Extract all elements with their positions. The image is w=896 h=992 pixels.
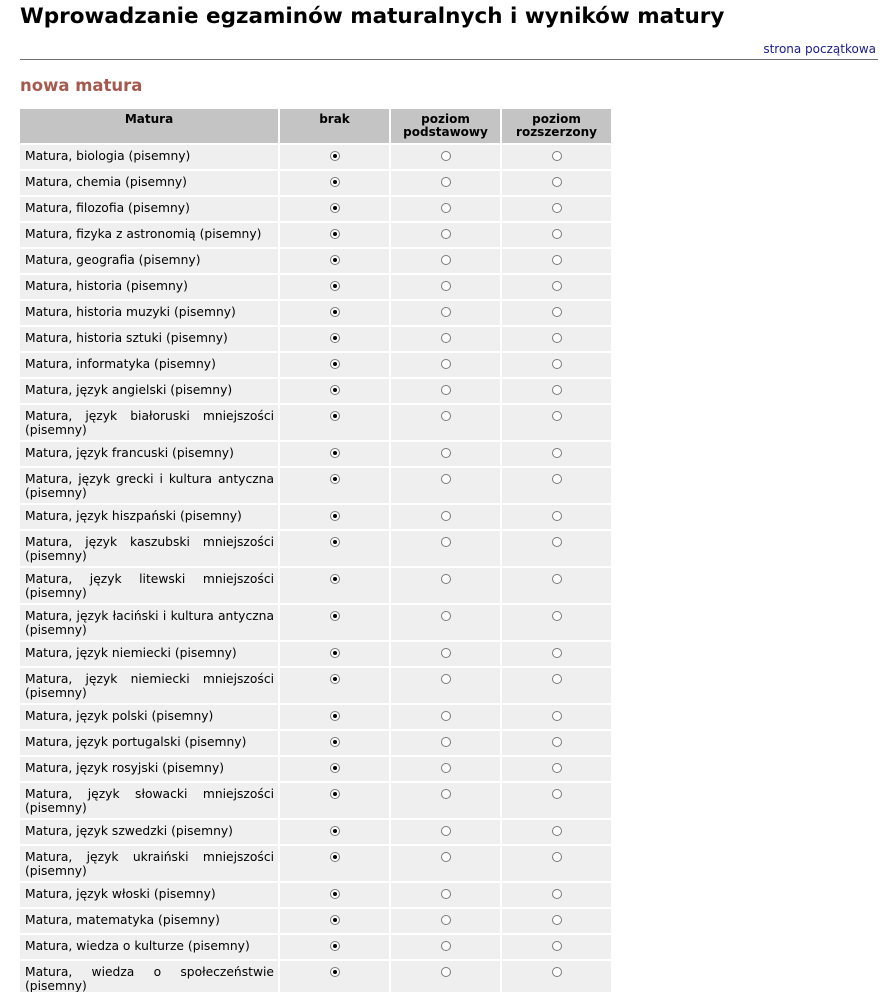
option-cell-rozszerzony	[502, 668, 611, 703]
radio-rozszerzony[interactable]	[552, 203, 562, 213]
table-row	[20, 642, 611, 666]
option-cell-podstawowy	[391, 783, 500, 818]
radio-podstawowy[interactable]	[441, 611, 451, 621]
option-cell-brak	[280, 668, 389, 703]
radio-brak[interactable]	[330, 789, 340, 799]
radio-brak[interactable]	[330, 574, 340, 584]
option-cell-rozszerzony	[502, 961, 611, 992]
radio-podstawowy[interactable]	[441, 151, 451, 161]
option-cell-podstawowy	[391, 353, 500, 377]
radio-podstawowy[interactable]	[441, 411, 451, 421]
exam-name: Matura, język polski (pisemny)	[20, 705, 278, 729]
radio-brak[interactable]	[330, 711, 340, 721]
radio-rozszerzony[interactable]	[552, 359, 562, 369]
header-extended-line1: poziom	[532, 112, 581, 126]
table-row	[20, 883, 611, 907]
option-cell-brak	[280, 171, 389, 195]
matura-table	[18, 107, 613, 992]
exam-name: Matura, biologia (pisemny)	[20, 145, 278, 169]
table-row	[20, 171, 611, 195]
radio-podstawowy[interactable]	[441, 359, 451, 369]
option-cell-brak	[280, 531, 389, 566]
table-row	[20, 468, 611, 503]
exam-name: Matura, język angielski (pisemny)	[20, 379, 278, 403]
exam-name: Matura, historia muzyki (pisemny)	[20, 301, 278, 325]
exam-name: Matura, język rosyjski (pisemny)	[20, 757, 278, 781]
radio-rozszerzony[interactable]	[552, 674, 562, 684]
radio-rozszerzony[interactable]	[552, 611, 562, 621]
option-cell-brak	[280, 820, 389, 844]
option-cell-rozszerzony	[502, 568, 611, 603]
option-cell-podstawowy	[391, 605, 500, 640]
header-basic-level	[391, 109, 500, 143]
option-cell-brak	[280, 405, 389, 440]
exam-name: Matura, język białoruski mniejszości (pisemny)	[20, 405, 278, 440]
radio-podstawowy[interactable]	[441, 915, 451, 925]
exam-name: Matura, język portugalski (pisemny)	[20, 731, 278, 755]
radio-podstawowy[interactable]	[441, 511, 451, 521]
header-basic-line1: poziom	[421, 112, 470, 126]
page-title: Wprowadzanie egzaminów maturalnych i wyników matury	[20, 4, 725, 29]
option-cell-brak	[280, 605, 389, 640]
radio-rozszerzony[interactable]	[552, 915, 562, 925]
option-cell-brak	[280, 249, 389, 273]
radio-rozszerzony[interactable]	[552, 941, 562, 951]
exam-name: Matura, fizyka z astronomią (pisemny)	[20, 223, 278, 247]
option-cell-brak	[280, 327, 389, 351]
exam-name: Matura, wiedza o społeczeństwie (pisemny)	[20, 961, 278, 992]
radio-brak[interactable]	[330, 151, 340, 161]
option-cell-brak	[280, 145, 389, 169]
radio-podstawowy[interactable]	[441, 448, 451, 458]
exam-name: Matura, informatyka (pisemny)	[20, 353, 278, 377]
exam-name: Matura, język litewski mniejszości (pisemny)	[20, 568, 278, 603]
radio-rozszerzony[interactable]	[552, 333, 562, 343]
option-cell-rozszerzony	[502, 145, 611, 169]
radio-podstawowy[interactable]	[441, 889, 451, 899]
option-cell-rozszerzony	[502, 642, 611, 666]
exam-name: Matura, chemia (pisemny)	[20, 171, 278, 195]
exam-name: Matura, język grecki i kultura antyczna (pisemny)	[20, 468, 278, 503]
radio-rozszerzony[interactable]	[552, 307, 562, 317]
exam-name: Matura, matematyka (pisemny)	[20, 909, 278, 933]
radio-rozszerzony[interactable]	[552, 511, 562, 521]
radio-podstawowy[interactable]	[441, 852, 451, 862]
option-cell-rozszerzony	[502, 783, 611, 818]
option-cell-rozszerzony	[502, 935, 611, 959]
table-row	[20, 223, 611, 247]
radio-podstawowy[interactable]	[441, 177, 451, 187]
radio-podstawowy[interactable]	[441, 574, 451, 584]
table-row	[20, 197, 611, 221]
option-cell-podstawowy	[391, 961, 500, 992]
radio-rozszerzony[interactable]	[552, 852, 562, 862]
radio-podstawowy[interactable]	[441, 826, 451, 836]
radio-brak[interactable]	[330, 674, 340, 684]
radio-brak[interactable]	[330, 411, 340, 421]
table-row	[20, 846, 611, 881]
option-cell-podstawowy	[391, 731, 500, 755]
option-cell-podstawowy	[391, 197, 500, 221]
option-cell-rozszerzony	[502, 197, 611, 221]
option-cell-podstawowy	[391, 405, 500, 440]
table-row	[20, 275, 611, 299]
option-cell-brak	[280, 197, 389, 221]
radio-brak[interactable]	[330, 229, 340, 239]
option-cell-rozszerzony	[502, 531, 611, 566]
exam-name: Matura, język szwedzki (pisemny)	[20, 820, 278, 844]
option-cell-rozszerzony	[502, 757, 611, 781]
option-cell-rozszerzony	[502, 249, 611, 273]
option-cell-brak	[280, 935, 389, 959]
option-cell-podstawowy	[391, 883, 500, 907]
radio-brak[interactable]	[330, 385, 340, 395]
table-row	[20, 249, 611, 273]
radio-podstawowy[interactable]	[441, 255, 451, 265]
radio-podstawowy[interactable]	[441, 711, 451, 721]
header-extended-line2: rozszerzony	[516, 125, 597, 139]
header-brak: brak	[280, 109, 389, 143]
option-cell-rozszerzony	[502, 605, 611, 640]
radio-rozszerzony[interactable]	[552, 763, 562, 773]
header-divider	[20, 59, 878, 60]
matura-rows	[20, 145, 611, 992]
option-cell-podstawowy	[391, 757, 500, 781]
exam-name: Matura, geografia (pisemny)	[20, 249, 278, 273]
table-row	[20, 757, 611, 781]
radio-podstawowy[interactable]	[441, 307, 451, 317]
option-cell-rozszerzony	[502, 353, 611, 377]
radio-rozszerzony[interactable]	[552, 385, 562, 395]
radio-rozszerzony[interactable]	[552, 255, 562, 265]
option-cell-podstawowy	[391, 705, 500, 729]
radio-podstawowy[interactable]	[441, 674, 451, 684]
option-cell-rozszerzony	[502, 846, 611, 881]
header-basic-line2: podstawowy	[403, 125, 488, 139]
radio-brak[interactable]	[330, 763, 340, 773]
table-row	[20, 935, 611, 959]
radio-brak[interactable]	[330, 448, 340, 458]
section-title: nowa matura	[20, 76, 143, 95]
option-cell-rozszerzony	[502, 301, 611, 325]
option-cell-podstawowy	[391, 301, 500, 325]
radio-rozszerzony[interactable]	[552, 229, 562, 239]
option-cell-brak	[280, 442, 389, 466]
option-cell-rozszerzony	[502, 171, 611, 195]
table-row	[20, 783, 611, 818]
radio-brak[interactable]	[330, 511, 340, 521]
option-cell-rozszerzony	[502, 731, 611, 755]
radio-brak[interactable]	[330, 648, 340, 658]
option-cell-rozszerzony	[502, 705, 611, 729]
radio-rozszerzony[interactable]	[552, 826, 562, 836]
option-cell-podstawowy	[391, 275, 500, 299]
option-cell-rozszerzony	[502, 505, 611, 529]
option-cell-brak	[280, 705, 389, 729]
option-cell-rozszerzony	[502, 820, 611, 844]
radio-podstawowy[interactable]	[441, 648, 451, 658]
option-cell-brak	[280, 275, 389, 299]
radio-brak[interactable]	[330, 826, 340, 836]
radio-podstawowy[interactable]	[441, 737, 451, 747]
option-cell-podstawowy	[391, 145, 500, 169]
option-cell-podstawowy	[391, 442, 500, 466]
exam-name: Matura, język włoski (pisemny)	[20, 883, 278, 907]
exam-name: Matura, język ukraiński mniejszości (pisemny)	[20, 846, 278, 881]
header-matura: Matura	[20, 109, 278, 143]
table-row	[20, 405, 611, 440]
table-row	[20, 820, 611, 844]
option-cell-podstawowy	[391, 668, 500, 703]
radio-podstawowy[interactable]	[441, 333, 451, 343]
radio-brak[interactable]	[330, 255, 340, 265]
radio-brak[interactable]	[330, 307, 340, 317]
radio-brak[interactable]	[330, 203, 340, 213]
option-cell-podstawowy	[391, 820, 500, 844]
radio-brak[interactable]	[330, 737, 340, 747]
option-cell-brak	[280, 909, 389, 933]
option-cell-brak	[280, 783, 389, 818]
radio-rozszerzony[interactable]	[552, 789, 562, 799]
exam-name: Matura, historia sztuki (pisemny)	[20, 327, 278, 351]
option-cell-rozszerzony	[502, 223, 611, 247]
table-row	[20, 531, 611, 566]
radio-rozszerzony[interactable]	[552, 177, 562, 187]
option-cell-podstawowy	[391, 568, 500, 603]
radio-podstawowy[interactable]	[441, 281, 451, 291]
exam-name: Matura, wiedza o kulturze (pisemny)	[20, 935, 278, 959]
option-cell-brak	[280, 757, 389, 781]
radio-brak[interactable]	[330, 967, 340, 977]
radio-brak[interactable]	[330, 333, 340, 343]
radio-podstawowy[interactable]	[441, 229, 451, 239]
table-row	[20, 605, 611, 640]
radio-podstawowy[interactable]	[441, 203, 451, 213]
option-cell-podstawowy	[391, 327, 500, 351]
option-cell-podstawowy	[391, 379, 500, 403]
option-cell-brak	[280, 353, 389, 377]
option-cell-podstawowy	[391, 505, 500, 529]
option-cell-brak	[280, 379, 389, 403]
table-row	[20, 327, 611, 351]
option-cell-brak	[280, 568, 389, 603]
exam-name: Matura, język łaciński i kultura antyczna (pisemny)	[20, 605, 278, 640]
option-cell-podstawowy	[391, 468, 500, 503]
radio-brak[interactable]	[330, 915, 340, 925]
radio-brak[interactable]	[330, 474, 340, 484]
radio-podstawowy[interactable]	[441, 537, 451, 547]
option-cell-rozszerzony	[502, 275, 611, 299]
exam-name: Matura, język słowacki mniejszości (pisemny)	[20, 783, 278, 818]
option-cell-rozszerzony	[502, 883, 611, 907]
option-cell-podstawowy	[391, 223, 500, 247]
radio-brak[interactable]	[330, 852, 340, 862]
radio-rozszerzony[interactable]	[552, 711, 562, 721]
option-cell-brak	[280, 223, 389, 247]
home-link[interactable]: strona początkowa	[763, 42, 876, 56]
option-cell-podstawowy	[391, 846, 500, 881]
option-cell-rozszerzony	[502, 327, 611, 351]
table-row	[20, 668, 611, 703]
option-cell-rozszerzony	[502, 909, 611, 933]
radio-podstawowy[interactable]	[441, 474, 451, 484]
option-cell-brak	[280, 301, 389, 325]
radio-rozszerzony[interactable]	[552, 448, 562, 458]
option-cell-brak	[280, 642, 389, 666]
radio-rozszerzony[interactable]	[552, 411, 562, 421]
table-row	[20, 568, 611, 603]
option-cell-podstawowy	[391, 909, 500, 933]
option-cell-brak	[280, 731, 389, 755]
table-row	[20, 705, 611, 729]
option-cell-rozszerzony	[502, 442, 611, 466]
radio-rozszerzony[interactable]	[552, 537, 562, 547]
table-row	[20, 145, 611, 169]
option-cell-brak	[280, 468, 389, 503]
option-cell-brak	[280, 961, 389, 992]
exam-name: Matura, język hiszpański (pisemny)	[20, 505, 278, 529]
exam-name: Matura, historia (pisemny)	[20, 275, 278, 299]
radio-rozszerzony[interactable]	[552, 648, 562, 658]
top-links	[20, 41, 878, 58]
header-extended-level	[502, 109, 611, 143]
option-cell-podstawowy	[391, 531, 500, 566]
option-cell-rozszerzony	[502, 379, 611, 403]
radio-brak[interactable]	[330, 281, 340, 291]
table-header-row	[20, 109, 611, 143]
radio-brak[interactable]	[330, 889, 340, 899]
radio-brak[interactable]	[330, 537, 340, 547]
table-row	[20, 379, 611, 403]
radio-podstawowy[interactable]	[441, 941, 451, 951]
option-cell-brak	[280, 883, 389, 907]
option-cell-podstawowy	[391, 642, 500, 666]
option-cell-podstawowy	[391, 171, 500, 195]
radio-rozszerzony[interactable]	[552, 474, 562, 484]
table-row	[20, 961, 611, 992]
radio-podstawowy[interactable]	[441, 385, 451, 395]
option-cell-podstawowy	[391, 249, 500, 273]
radio-podstawowy[interactable]	[441, 789, 451, 799]
table-row	[20, 353, 611, 377]
exam-name: Matura, język niemiecki (pisemny)	[20, 642, 278, 666]
table-row	[20, 442, 611, 466]
radio-rozszerzony[interactable]	[552, 889, 562, 899]
radio-brak[interactable]	[330, 941, 340, 951]
radio-podstawowy[interactable]	[441, 763, 451, 773]
option-cell-brak	[280, 846, 389, 881]
exam-name: Matura, język francuski (pisemny)	[20, 442, 278, 466]
exam-name: Matura, filozofia (pisemny)	[20, 197, 278, 221]
radio-brak[interactable]	[330, 611, 340, 621]
option-cell-brak	[280, 505, 389, 529]
option-cell-rozszerzony	[502, 468, 611, 503]
radio-rozszerzony[interactable]	[552, 737, 562, 747]
table-row	[20, 909, 611, 933]
radio-rozszerzony[interactable]	[552, 281, 562, 291]
option-cell-podstawowy	[391, 935, 500, 959]
radio-rozszerzony[interactable]	[552, 151, 562, 161]
table-row	[20, 731, 611, 755]
radio-podstawowy[interactable]	[441, 967, 451, 977]
table-row	[20, 505, 611, 529]
radio-brak[interactable]	[330, 177, 340, 187]
option-cell-rozszerzony	[502, 405, 611, 440]
exam-name: Matura, język kaszubski mniejszości (pisemny)	[20, 531, 278, 566]
exam-name: Matura, język niemiecki mniejszości (pisemny)	[20, 668, 278, 703]
radio-brak[interactable]	[330, 359, 340, 369]
table-row	[20, 301, 611, 325]
radio-rozszerzony[interactable]	[552, 574, 562, 584]
radio-rozszerzony[interactable]	[552, 967, 562, 977]
